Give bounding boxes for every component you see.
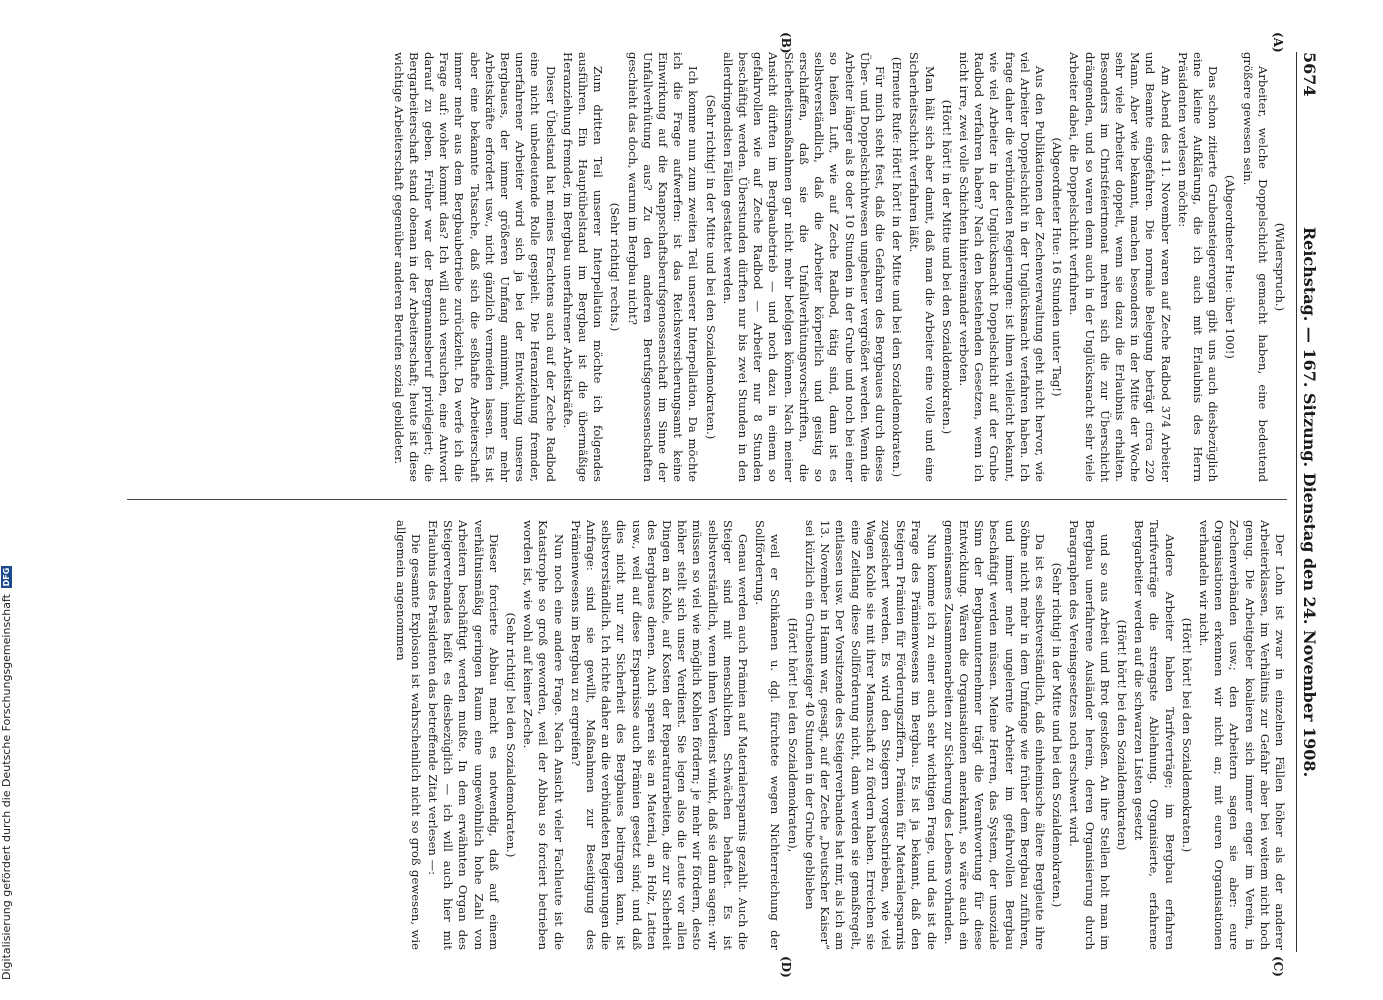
body-paragraph: und so aus Arbeit und Brot gestoßen. An ihre Stellen holt man im Bergbau unerfahrene Ausländer herein, deren Organisierung durch Paragraphen des Vereinsgesetzes noch erschwert wird. xyxy=(1067,520,1112,950)
page-header xyxy=(1296,52,1323,952)
page-number: 5674 xyxy=(1300,52,1320,97)
footer-credit-strip xyxy=(0,0,22,1000)
interjection-paragraph: (Sehr richtig! bei den Sozialdemokraten.) xyxy=(504,612,519,858)
footer-credit-text: Digitalisierung gefördert durch die Deutsche Forschungsgemeinschaft xyxy=(0,594,13,980)
interjection-paragraph: (Abgeordneter Hue: über 100!) xyxy=(1223,175,1238,359)
dfg-logo: DFG xyxy=(2,567,11,587)
margin-marker-d: (D) xyxy=(779,956,793,978)
body-paragraph: Für mich steht fest, daß die Gefahren des Bergbaues durch dieses Über- und Doppelschichtwesen ungeheuer vergrößert werden. Wenn die Arbeiter länger als 8 oder 10 Stunden in der Grube und noch bei einer so heißen Luft, wie auf Zeche Radbod, tätig sind, dann ist es selbstverständlich, daß die Arbeiter körperlich und geistig so erschlaffen, daß sie die Unfallverhütungsvorschriften, die Sicherheitsmaßnahmen gar nicht mehr befolgen können. Nach meiner Ansicht dürften im Bergbaubetrieb — und noch dazu in einem so gefahrvollen wie auf Zeche Radbod — Arbeiter nur 8 Stunden beschäftigt werden. Überstunden dürften nur bis zwei Stunden in den allerdringendsten Fällen gestattet werden. xyxy=(720,52,887,482)
body-paragraph: Nun noch eine andere Frage. Nach Ansicht vieler Fachleute ist die Katastrophe so groß geworden, weil der Abbau so forciert betrieben worden ist, wie wohl auf keiner Zeche. xyxy=(521,520,566,950)
interjection-paragraph: (Abgeordneter Hue: 16 Stunden unter Tag!) xyxy=(1050,137,1065,397)
right-text-column xyxy=(127,520,1287,950)
interjection-paragraph: (Sehr richtig! in der Mitte und bei den Sozialdemokraten.) xyxy=(1050,562,1065,908)
body-paragraph: Die gesamte Explosion ist wahrscheinlich nicht so groß gewesen, wie allgemein angenommen xyxy=(393,520,423,950)
interjection-paragraph: (Widerspruch.) xyxy=(1273,222,1287,312)
body-paragraph: Zum dritten Teil unserer Interpellation möchte ich folgendes ausführen. Ein Hauptübelstand im Bergbau ist die übermäßige Heranziehung fremder, im Bergbau unerfahrener Arbeitskräfte. xyxy=(560,52,606,482)
body-paragraph: Dieser Übelstand hat meines Erachtens auch auf der Zeche Radbod eine nicht unbedeutende Rolle gespielt. Die Heranziehung fremder, unerfahrener Arbeiter wird sich ja bei der Entwicklung unseres Bergbaues, der immer größeren Umfang annimmt, immer mehr Arbeitskräfte erfordert usw., nicht gänzlich vermeiden lassen. Es ist aber eine bekannte Tatsache, daß sich die seßhafte Arbeiterschaft immer mehr aus dem Bergbaubetriebe zurückzieht. Da werfe ich die Frage auf: woher kommt das? Ich will auch versuchen, eine Antwort darauf zu geben. Früher war der Bergmannsberuf privilegiert; die Bergarbeiterschaft stand obenan in der Arbeiterschaft; heute ist diese wichtige Arbeiterschaft gegenüber anderen Berufen sozial gebildeter. xyxy=(391,52,558,482)
body-paragraph: Genau werden auch Prämien auf Materialersparnis gezahlt. Auch die Steiger sind mit menschlichen Schwächen behaftet. Es ist selbstverständlich, wenn ihnen Verdienst winkt, daß sie dann sagen: wir müssen so viel wie möglich Kohlen fördern; je mehr wir fördern, desto höher stellt sich unser Verdienst. Sie legen also die Leute vor allen Dingen an Kohle, auf Kosten der Reparaturarbeiten, die zur Sicherheit des Bergbaues dienen. Auch sparen sie an Material, an Holz, Latten usw., weil auf diese Ersparnisse auch Prämien gesetzt sind; und daß dies nicht nur zur Sicherheit des Bergbaues beitragen kann, ist selbstverständlich. Ich richte daher an die verbündeten Regierungen die Anfrage: sind sie gewillt, Maßnahmen zur Beseitigung des Prämienwesens im Bergbau zu ergreifen? xyxy=(568,520,751,950)
left-text-column xyxy=(127,52,1287,482)
interjection-paragraph: (Sehr richtig! rechts.) xyxy=(608,202,623,332)
body-paragraph: Der Lohn ist zwar in einzelnen Fällen höher als der anderer Arbeiterklassen, im Verhältnis zur Gefahr aber bei weitem nicht hoch genug. Die Arbeitgeber koalieren sich immer enger im Verein, in Zechenverbänden usw.; den Arbeitern sagen sie aber: eure Organisationen erkennen wir nicht an; mit euren Organisationen verhandeln wir nicht. xyxy=(1196,520,1287,950)
interjection-paragraph: (Hört! hört! in der Mitte und bei den Sozialdemokraten.) xyxy=(939,99,954,435)
body-paragraph: Dieser forcierte Abbau macht es notwendig, daß auf einem verhältnismäßig geringen Raum eine ungewöhnlich hohe Zahl von Arbeitern beschäftigt werden mußte. In dem erwähnten Organ des Steigerverbandes heißt es diesbezüglich — ich will auch hier mit Erlaubnis des Präsidenten das betreffende Zitat verlesen —: xyxy=(426,520,501,950)
body-paragraph: Man hält sich aber damit, daß man die Arbeiter eine volle und eine Sicherheitsschicht verfahren läßt. xyxy=(907,52,937,482)
interjection-paragraph: (Hört! hört! bei den Sozialdemokraten) xyxy=(1114,619,1129,851)
body-paragraph: Nun komme ich zu einer auch sehr wichtigen Frage, und das ist die Frage des Prämienwesens im Bergbau. Es ist ja bekannt, daß den Steigern Prämien für Förderungsziffern, Prämien für Materialersparnis zugesichert werden. Es wird den Steigern vorgeschrieben, wie viel Wagen Kohle sie mit ihrer Mannschaft zu fördern haben. Erreichen sie eine Zeitlang diese Sollförderung nicht, dann werden sie gemaßregelt, entlassen usw. Der Vorsitzende des Steigerverbandes hat mir, als ich am 13. November in Hamm war, gesagt, auf der Zeche „Deutscher Kaiser“ sei kürzlich ein Grubensteiger 40 Stunden in der Grube geblieben xyxy=(802,520,939,950)
body-paragraph: Das schon zitierte Grubensteigerorgan gibt uns auch diesbezüglich eine kleine Aufklärung, die ich auch mit Erlaubnis des Herrn Präsidenten verlesen möchte: xyxy=(1175,52,1221,482)
body-paragraph: Arbeiter, welche Doppelschicht gemacht haben, eine bedeutend größere gewesen sein. xyxy=(1240,52,1270,482)
interjection-paragraph: (Hört! hört! bei den Sozialdemokraten), xyxy=(785,617,800,853)
body-paragraph: Andere Arbeiter haben Tarifverträge; im Bergbau erfahren Tarifverträge die strengste Ablehnung. Organisierte, erfahrene Bergarbeiter werden auf die schwarzen Listen gesetzt xyxy=(1132,520,1177,950)
footer-credit xyxy=(0,0,13,980)
margin-marker-b: (B) xyxy=(779,32,793,54)
interjection-paragraph: (Hört! hört! bei den Sozialdemokraten.) xyxy=(1179,617,1194,853)
margin-marker-a: (A) xyxy=(1271,32,1285,53)
margin-marker-c: (C) xyxy=(1271,956,1285,977)
interjection-paragraph: (Erneute Rufe: Hört! hört! in der Mitte und bei den Sozialdemokraten.) xyxy=(890,56,905,478)
body-paragraph: Ich komme nun zum zweiten Teil unserer Interpellation. Da möchte ich die Frage aufwerfen: ist das Reichsversicherungsamt keine Einwirkung auf die Knappschaftsberufsgenossenschaft im Sinne der Unfallverhütung aus? Zu den anderen Berufsgenossenschaften geschieht das doch, warum im Bergbau nicht? xyxy=(625,52,701,482)
body-paragraph: Aus den Publikationen der Zechenverwaltung geht nicht hervor, wie viel Arbeiter Doppelschicht in der Unglücksnacht verfahren haben. Ich frage daher die verbündeten Regierungen: ist ihnen vielleicht bekannt, wie viel Arbeiter in der Unglücksnacht Doppelschicht auf der Grube Radbod verfahren haben? Nach den bestehenden Gesetzen, wenn ich nicht irre, zwei volle Schichten hintereinander verboten. xyxy=(956,52,1047,482)
body-paragraph: weil er Schikanen u. dgl. fürchtete wegen Nichterreichung der Sollförderung. xyxy=(753,520,783,950)
interjection-paragraph: (Sehr richtig! in der Mitte und bei den Sozialdemokraten.) xyxy=(703,94,718,440)
body-paragraph: Da ist es selbstverständlich, daß einheimische ältere Bergleute ihre Söhne nicht mehr in dem Umfange wie früher dem Bergbau zuführen, und immer mehr ungelernte Arbeiter im gefahrvollen Bergbau beschäftigt werden müssen. Meine Herren, das System, der unsoziale Sinn der Bergbauunternehmer trägt die Verantwortung für diese Entwicklung. Wären die Organisationen anerkannt, so wäre auch ein gemeinsames Zusammenarbeiten zur Sicherung des Lebens vorhanden. xyxy=(941,520,1047,950)
column-divider xyxy=(127,499,1287,500)
page-title: Reichstag. — 167. Sitzung. Dienstag den 24. November 1908. xyxy=(1300,226,1320,778)
body-paragraph: Am Abend des 11. November waren auf Zeche Radbod 374 Arbeiter und Beamte eingefahren. Die normale Belegung beträgt circa 220 Mann. Aber wie bekannt, machen besonders in der Mitte der Woche sehr viele Arbeiter doppelt, wenn sie dazu die Erlaubnis erhalten. Besonders im Christfeiertmonat mehren sich die zur Überschicht drängenden, und so waren denn auch in der Unglücksnacht sehr viele Arbeiter dabei, die Doppelschicht verfuhren. xyxy=(1067,52,1173,482)
